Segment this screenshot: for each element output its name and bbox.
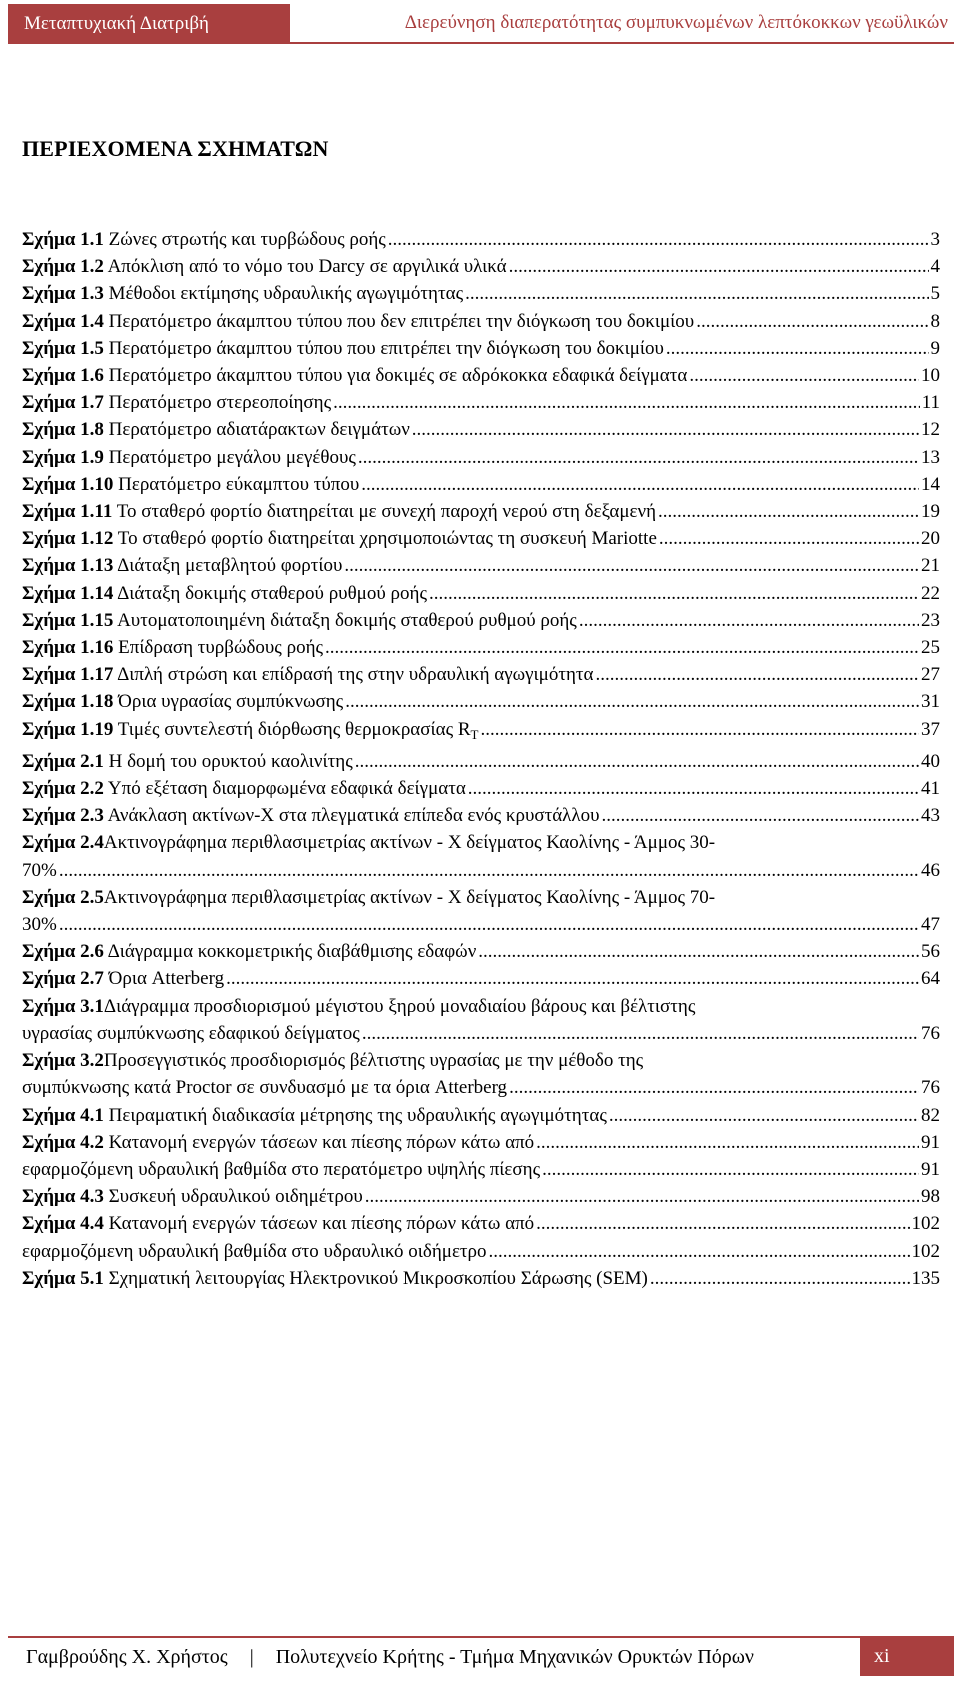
dot-leader <box>509 253 929 280</box>
page-footer <box>8 1636 954 1676</box>
figure-label: Σχήμα 1.11 <box>22 501 113 523</box>
caption-subscript: T <box>470 726 479 742</box>
figure-page-number: 31 <box>921 691 940 713</box>
dot-leader <box>696 308 928 335</box>
toc-entry[interactable] <box>22 688 940 715</box>
figure-caption-continued: συμπύκνωσης κατά Proctor σε συνδυασμό με τα όρια Atterberg <box>22 1077 508 1099</box>
dot-leader <box>412 416 919 443</box>
figure-page-number: 135 <box>911 1267 940 1289</box>
toc-entry[interactable] <box>22 634 940 661</box>
figure-page-number: 20 <box>921 528 940 550</box>
figure-caption: Επίδραση τυρβώδους ροής <box>118 637 324 659</box>
figure-caption: Κατανομή ενεργών τάσεων και πίεσης πόρων κάτω από <box>108 1131 535 1153</box>
dot-leader <box>602 802 919 829</box>
dot-leader <box>536 1210 909 1237</box>
figure-caption: Διάγραμμα κοκκομετρικής διαβάθμισης εδαφών <box>107 941 477 963</box>
dot-leader <box>325 634 919 661</box>
figure-caption: Κατανομή ενεργών τάσεων και πίεσης πόρων κάτω από <box>108 1213 535 1235</box>
figure-label: Σχήμα 2.4 <box>22 832 104 854</box>
dot-leader <box>361 471 919 498</box>
figure-label: Σχήμα 1.3 <box>22 283 104 305</box>
figure-label: Σχήμα 2.7 <box>22 968 104 990</box>
toc-entry[interactable] <box>22 884 940 938</box>
figure-label: Σχήμα 1.9 <box>22 446 104 468</box>
dot-leader <box>429 580 919 607</box>
figure-caption: Περατόμετρο άκαμπτου τύπου που επιτρέπει την διόγκωση του δοκιμίου <box>108 337 664 359</box>
figure-label: Σχήμα 1.16 <box>22 637 114 659</box>
figure-caption: Τιμές συντελεστή διόρθωσης θερμοκρασίας R <box>117 718 471 740</box>
figure-caption: Προσεγγιστικός προσδιορισμός βέλτιστης υγρασίας με την μέθοδο της <box>103 1050 644 1072</box>
dot-leader <box>468 775 919 802</box>
dot-leader <box>666 335 929 362</box>
figure-label: Σχήμα 1.19 <box>22 718 114 740</box>
dot-leader <box>362 1020 919 1047</box>
figure-caption: Περατόμετρο μεγάλου μεγέθους <box>108 446 356 468</box>
toc-entry[interactable] <box>22 362 940 389</box>
figure-label: Σχήμα 5.1 <box>22 1267 104 1289</box>
toc-entry[interactable] <box>22 1183 940 1210</box>
dot-leader <box>365 1183 919 1210</box>
figure-label: Σχήμα 1.7 <box>22 392 104 414</box>
figure-caption: Απόκλιση από το νόμο του Darcy σε αργιλικά υλικά <box>107 256 507 278</box>
footer-credits <box>8 1636 860 1676</box>
figure-caption: εφαρμοζόμενη υδραυλική βαθμίδα στο υδραυλικό οιδήμετρο <box>22 1240 487 1262</box>
figure-page-number: 102 <box>911 1240 940 1262</box>
dot-leader <box>489 1238 910 1265</box>
toc-entry[interactable] <box>22 580 940 607</box>
page-number: xi <box>860 1636 954 1676</box>
figure-page-number: 14 <box>921 473 940 495</box>
figure-page-number: 98 <box>921 1186 940 1208</box>
figure-label: Σχήμα 1.15 <box>22 609 114 631</box>
figure-caption: Αυτοματοποιημένη διάταξη δοκιμής σταθερού ρυθμού ροής <box>117 609 577 631</box>
figure-label: Σχήμα 1.4 <box>22 310 104 332</box>
figure-page-number: 8 <box>930 310 940 332</box>
dot-leader <box>480 716 919 743</box>
figure-page-number: 102 <box>911 1213 940 1235</box>
toc-entry[interactable] <box>22 1210 940 1237</box>
figure-label: Σχήμα 1.5 <box>22 337 104 359</box>
figure-label: Σχήμα 1.14 <box>22 582 114 604</box>
figure-page-number: 22 <box>921 582 940 604</box>
figure-caption: Ανάκλαση ακτίνων-Χ στα πλεγματικά επίπεδα ενός κρυστάλλου <box>107 805 600 827</box>
figure-page-number: 9 <box>930 337 940 359</box>
figure-page-number: 40 <box>921 750 940 772</box>
toc-entry[interactable] <box>22 661 940 688</box>
figure-caption-continued: 70% <box>22 859 57 881</box>
figure-label: Σχήμα 1.12 <box>22 528 114 550</box>
toc-entry[interactable] <box>22 1156 940 1183</box>
figure-page-number: 19 <box>921 501 940 523</box>
figure-label: Σχήμα 1.8 <box>22 419 104 441</box>
figure-page-number: 64 <box>921 968 940 990</box>
toc-entry[interactable] <box>22 965 940 992</box>
figure-page-number: 27 <box>921 664 940 686</box>
dot-leader <box>358 444 919 471</box>
dot-leader <box>609 1102 919 1129</box>
figure-label: Σχήμα 4.3 <box>22 1186 104 1208</box>
header-thesis-type: Μεταπτυχιακή Διατριβή <box>8 4 290 44</box>
figure-page-number: 23 <box>921 609 940 631</box>
figure-caption: Υπό εξέταση διαμορφωμένα εδαφικά δείγματα <box>107 778 466 800</box>
toc-entry[interactable] <box>22 829 940 883</box>
figure-label: Σχήμα 1.17 <box>22 664 114 686</box>
toc-entry[interactable] <box>22 1238 940 1265</box>
figure-caption: Όρια υγρασίας συμπύκνωσης <box>118 691 344 713</box>
toc-entry[interactable] <box>22 444 940 471</box>
figure-label: Σχήμα 2.6 <box>22 941 104 963</box>
figure-label: Σχήμα 1.2 <box>22 256 104 278</box>
figure-label: Σχήμα 1.18 <box>22 691 114 713</box>
toc-entry[interactable] <box>22 775 940 802</box>
toc-entry[interactable] <box>22 416 940 443</box>
figure-page-number: 76 <box>921 1022 940 1044</box>
dot-leader <box>478 938 919 965</box>
toc-entry[interactable] <box>22 498 940 525</box>
figure-caption: Περατόμετρο στερεοποίησης <box>108 392 332 414</box>
figure-page-number: 41 <box>921 778 940 800</box>
figure-page-number: 11 <box>921 392 940 414</box>
figure-caption: Περατόμετρο άκαμπτου τύπου για δοκιμές σε αδρόκοκκα εδαφικά δείγματα <box>108 365 688 387</box>
figure-caption: Περατόμετρο άκαμπτου τύπου που δεν επιτρέπει την διόγκωση του δοκιμίου <box>108 310 695 332</box>
figure-page-number: 4 <box>930 256 940 278</box>
figure-page-number: 21 <box>921 555 940 577</box>
toc-entry[interactable] <box>22 938 940 965</box>
toc-entry[interactable] <box>22 471 940 498</box>
dot-leader <box>542 1156 919 1183</box>
dot-leader <box>509 1074 919 1101</box>
figure-caption: Διάταξη δοκιμής σταθερού ρυθμού ροής <box>117 582 427 604</box>
dot-leader <box>579 607 919 634</box>
figure-caption: Ζώνες στρωτής και τυρβώδους ροής <box>108 229 386 250</box>
dot-leader <box>59 911 919 938</box>
figure-page-number: 43 <box>921 805 940 827</box>
dot-leader <box>596 661 919 688</box>
toc-entry[interactable] <box>22 552 940 579</box>
figure-page-number: 12 <box>921 419 940 441</box>
page-title: ΠΕΡΙΕΧΟΜΕΝΑ ΣΧΗΜΑΤΩΝ <box>22 136 329 161</box>
dot-leader <box>650 1265 910 1292</box>
toc-entry[interactable] <box>22 525 940 552</box>
figure-page-number: 10 <box>921 365 940 387</box>
figure-caption: Περατόμετρο εύκαμπτου τύπου <box>118 473 360 495</box>
toc-entry[interactable] <box>22 1129 940 1156</box>
figure-page-number: 25 <box>921 637 940 659</box>
dot-leader <box>658 498 919 525</box>
figure-caption: Το σταθερό φορτίο διατηρείται με συνεχή παροχή νερού στη δεξαμενή <box>116 501 657 523</box>
figure-caption: Διάγραμμα προσδιορισμού μέγιστου ξηρού μοναδιαίου βάρους και βέλτιστης <box>103 995 696 1017</box>
footer-institution: Πολυτεχνείο Κρήτης - Τμήμα Μηχανικών Ορυκτών Πόρων <box>275 1646 754 1668</box>
figure-label: Σχήμα 4.2 <box>22 1131 104 1153</box>
toc-entry[interactable] <box>22 607 940 634</box>
figure-caption: Το σταθερό φορτίο διατηρείται χρησιμοποιώντας τη συσκευή Mariotte <box>117 528 657 550</box>
figure-label: Σχήμα 4.4 <box>22 1213 104 1235</box>
dot-leader <box>689 362 919 389</box>
toc-entry[interactable] <box>22 253 940 280</box>
figure-page-number: 82 <box>921 1104 940 1126</box>
figure-label: Σχήμα 1.6 <box>22 365 104 387</box>
figures-list <box>22 226 940 1292</box>
dot-leader <box>333 389 920 416</box>
figure-caption-continued: 30% <box>22 914 57 936</box>
toc-entry[interactable] <box>22 335 940 362</box>
dot-leader <box>659 525 919 552</box>
dot-leader <box>59 857 919 884</box>
toc-entry[interactable] <box>22 1102 940 1129</box>
toc-entry[interactable] <box>22 802 940 829</box>
header-thesis-title: Διερεύνηση διαπερατότητας συμπυκνωμένων λεπτόκοκκων γεωϋλικών <box>290 4 954 44</box>
figure-page-number: 46 <box>921 859 940 881</box>
dot-leader <box>345 688 919 715</box>
dot-leader <box>226 965 919 992</box>
figure-label: Σχήμα 2.2 <box>22 778 104 800</box>
figure-label: Σχήμα 1.13 <box>22 555 114 577</box>
figure-caption: Ακτινογράφημα περιθλασιμετρίας ακτίνων - Χ δείγματος Καολίνης - Άμμος 30- <box>103 832 716 854</box>
figure-caption: Διπλή στρώση και επίδρασή της στην υδραυλική αγωγιμότητα <box>117 664 594 686</box>
footer-separator: | <box>249 1646 254 1668</box>
figure-label: Σχήμα 1.10 <box>22 473 114 495</box>
figure-label: Σχήμα 2.1 <box>22 750 104 772</box>
figure-page-number: 37 <box>921 718 940 740</box>
figure-caption: Πειραματική διαδικασία μέτρησης της υδραυλικής αγωγιμότητας <box>108 1104 607 1126</box>
toc-entry[interactable] <box>22 1047 940 1101</box>
figure-label: Σχήμα 3.1 <box>22 995 104 1017</box>
toc-entry[interactable] <box>22 1265 940 1292</box>
toc-entry[interactable] <box>22 993 940 1047</box>
figure-caption: Περατόμετρο αδιατάρακτων δειγμάτων <box>108 419 410 441</box>
toc-entry[interactable] <box>22 308 940 335</box>
figure-caption: Διάταξη μεταβλητού φορτίου <box>117 555 343 577</box>
figure-caption: Η δομή του ορυκτού καολινίτης <box>108 750 353 772</box>
dot-leader <box>388 226 929 253</box>
figure-label: Σχήμα 3.2 <box>22 1050 104 1072</box>
toc-entry[interactable] <box>22 748 940 775</box>
figure-page-number: 56 <box>921 941 940 963</box>
figure-caption: Όρια Atterberg <box>108 968 225 990</box>
figure-page-number: 91 <box>921 1158 940 1180</box>
toc-entry[interactable] <box>22 226 940 253</box>
toc-entry[interactable] <box>22 716 940 748</box>
figure-label: Σχήμα 2.5 <box>22 886 104 908</box>
figure-caption: εφαρμοζόμενη υδραυλική βαθμίδα στο περατόμετρο υψηλής πίεσης <box>22 1158 541 1180</box>
figure-page-number: 47 <box>921 914 940 936</box>
dot-leader <box>536 1129 919 1156</box>
dot-leader <box>465 280 928 307</box>
figure-caption: Συσκευή υδραυλικού οιδημέτρου <box>108 1186 363 1208</box>
figure-label: Σχήμα 4.1 <box>22 1104 104 1126</box>
figure-page-number: 91 <box>921 1131 940 1153</box>
figure-label: Σχήμα 1.1 <box>22 229 104 250</box>
figure-page-number: 3 <box>930 229 940 250</box>
figure-label: Σχήμα 2.3 <box>22 805 104 827</box>
figure-caption: Ακτινογράφημα περιθλασιμετρίας ακτίνων - Χ δείγματος Καολίνης - Άμμος 70- <box>103 886 716 908</box>
figure-page-number: 76 <box>921 1077 940 1099</box>
dot-leader <box>344 552 919 579</box>
dot-leader <box>355 748 919 775</box>
figure-caption: Μέθοδοι εκτίμησης υδραυλικής αγωγιμότητας <box>108 283 464 305</box>
footer-author: Γαμβρούδης Χ. Χρήστος <box>26 1646 228 1668</box>
toc-entry[interactable] <box>22 389 940 416</box>
figure-page-number: 13 <box>921 446 940 468</box>
figure-caption: Σχηματική λειτουργίας Ηλεκτρονικού Μικροσκοπίου Σάρωσης (SEM) <box>108 1267 648 1289</box>
figure-page-number: 5 <box>930 283 940 305</box>
toc-entry[interactable] <box>22 280 940 307</box>
figure-caption-continued: υγρασίας συμπύκνωσης εδαφικού δείγματος <box>22 1022 360 1044</box>
page-header <box>8 4 954 44</box>
